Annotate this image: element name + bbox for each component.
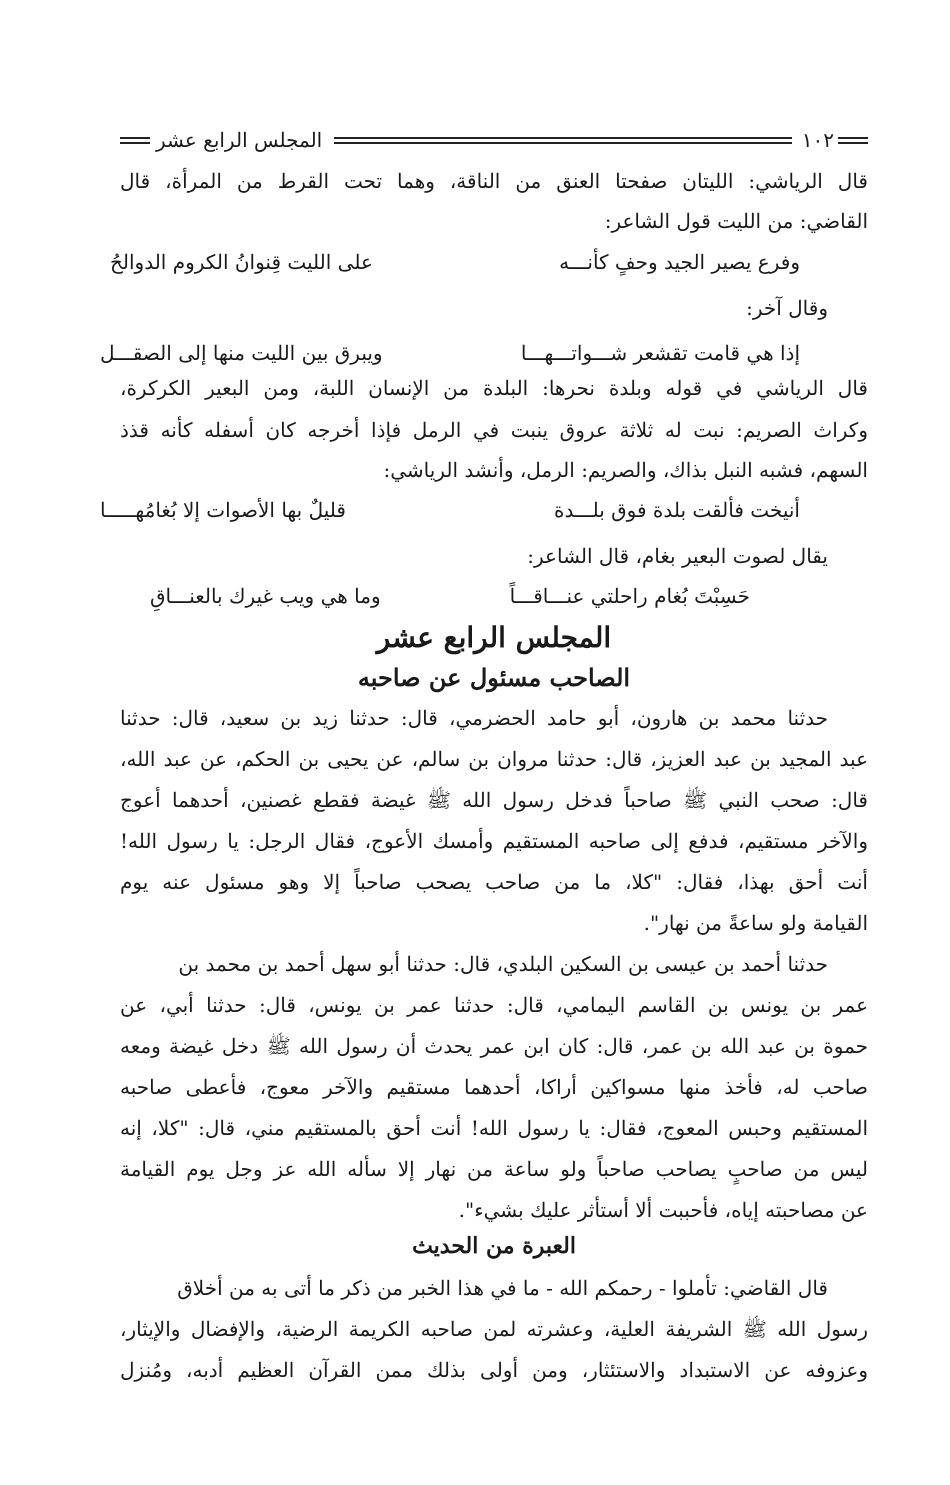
poetry-verse bbox=[100, 244, 840, 280]
text-line bbox=[120, 1270, 868, 1306]
poetry-verse bbox=[100, 578, 840, 614]
text-span: حدثنا أحمد بن عيسى بن السكين البلدي، قال: حدثنا أبو سهل أحمد بن محمد بن bbox=[178, 952, 828, 976]
verse-first-hemistich: أنيخت فألقت بلدة فوق بلـــدة bbox=[554, 498, 800, 522]
text-line: قال الرياشي في قوله وبلدة نحرها: البلدة من الإنسان اللبة، ومن البعير الكركرة، bbox=[120, 376, 868, 400]
verse-second-hemistich: على الليت قِنوانُ الكروم الدوالحُ bbox=[110, 250, 373, 274]
verse-first-hemistich: حَسِبْتَ بُغام راحلتي عنـــاقـــاً bbox=[509, 584, 750, 608]
text-line: السهم، فشبه النبل بذاك، والصريم: الرمل، وأنشد الرياشي: bbox=[383, 458, 868, 482]
poetry-verse bbox=[100, 335, 840, 371]
text-line: القاضي: من الليت قول الشاعر: bbox=[604, 209, 868, 233]
verse-first-hemistich: إذا هي قامت تقشعر شـــواتـــهـــا bbox=[520, 341, 800, 365]
running-header bbox=[120, 125, 868, 155]
verse-second-hemistich: قليلٌ بها الأصوات إلا بُغامُهـــــا bbox=[100, 498, 346, 522]
text-line: القيامة ولو ساعةً من نهار". bbox=[643, 911, 868, 935]
text-line: ليس من صاحبٍ يصاحب صاحباً ولو ساعة من نهار إلا سأله الله عز وجل يوم القيامة bbox=[120, 1157, 868, 1181]
running-title: المجلس الرابع عشر bbox=[156, 128, 323, 152]
text-line: قال الرياشي: الليتان صفحتا العنق من الناقة، وهما تحت القرط من المرأة، قال bbox=[120, 169, 868, 193]
section-title: الصاحب مسئول عن صاحبه bbox=[357, 663, 631, 692]
text-span: قال القاضي: تأملوا - رحمكم الله - ما في هذا الخبر من ذكر ما أتى به من أخلاق bbox=[177, 1276, 828, 1300]
text-line: عن مصاحبته إياه، فأحببت ألا أستأثر عليك بشيء". bbox=[458, 1198, 868, 1222]
text-line: والآخر مستقيم، فدفع إلى صاحبه المستقيم وأمسك الأعوج، فقال الرجل: يا رسول الله! bbox=[120, 829, 868, 853]
text-line: قال: صحب النبي ﷺ صاحباً فدخل رسول الله ﷺ غيضة فقطع غصنين، أحدهما أعوج bbox=[120, 788, 868, 812]
text-line bbox=[120, 290, 868, 326]
text-span: حدثنا محمد بن هارون، أبو حامد الحضرمي، قال: حدثنا زيد بن سعيد، قال: حدثنا bbox=[120, 706, 828, 730]
text-line: رسول الله ﷺ الشريفة العلية، وعشرته لمن صاحبه الكريمة الرضية، والإفضال والإيثار، bbox=[120, 1317, 868, 1341]
poetry-verse bbox=[100, 492, 840, 528]
text-line: حموة بن عبد الله بن عمر، قال: كان ابن عمر يحدث أن رسول الله ﷺ دخل غيضة ومعه bbox=[120, 1034, 868, 1058]
subheading: العبرة من الحديث bbox=[412, 1233, 576, 1259]
verse-first-hemistich: وفرع يصير الجيد وحفٍ كأنـــه bbox=[559, 250, 800, 274]
text-line: أنت أحق بهذا، فقال: "كلا، ما من صاحب يصحب صاحباً إلا وهو مسئول عنه يوم bbox=[120, 870, 868, 894]
text-span: يقال لصوت البعير بغام، قال الشاعر: bbox=[527, 544, 828, 568]
header-rule-long bbox=[334, 137, 792, 144]
text-line: صاحب له، فأخذ منها مسواكين أراكا، أحدهما مستقيم والآخر معوج، فأعطى صاحبه bbox=[120, 1075, 868, 1099]
header-rule-end bbox=[120, 137, 150, 144]
page-number: ١٠٢ bbox=[801, 128, 834, 152]
chapter-title: المجلس الرابع عشر bbox=[376, 621, 612, 654]
verse-second-hemistich: وما هي ويب غيرك بالعنـــاقِ bbox=[150, 584, 381, 608]
text-line: عبد المجيد بن عبد العزيز، قال: حدثنا مروان بن سالم، عن يحيى بن الحكم، عن عبد الله، bbox=[120, 747, 868, 771]
text-line: عمر بن يونس بن القاسم اليمامي، قال: حدثنا عمر بن يونس، قال: حدثنا أبي، عن bbox=[120, 993, 868, 1017]
text-line bbox=[120, 946, 868, 982]
text-line: المستقيم وحبس المعوج، فقال: يا رسول الله! أنت أحق بالمستقيم مني، قال: "كلا، إنه bbox=[120, 1116, 868, 1140]
header-rule-short bbox=[838, 137, 868, 144]
verse-second-hemistich: ويبرق بين الليت منها إلى الصقـــل bbox=[100, 341, 383, 365]
text-line bbox=[120, 700, 868, 736]
text-span: وقال آخر: bbox=[746, 296, 828, 320]
text-line bbox=[120, 538, 868, 574]
text-line: وعزوفه عن الاستبداد والاستئثار، ومن أولى بذلك ممن القرآن العظيم أدبه، ومُنزل bbox=[120, 1358, 868, 1382]
text-line: وكراث الصريم: نبت له ثلاثة عروق ينبت في الرمل فإذا أخرجه كان أسفله كأنه قذذ bbox=[120, 418, 868, 442]
